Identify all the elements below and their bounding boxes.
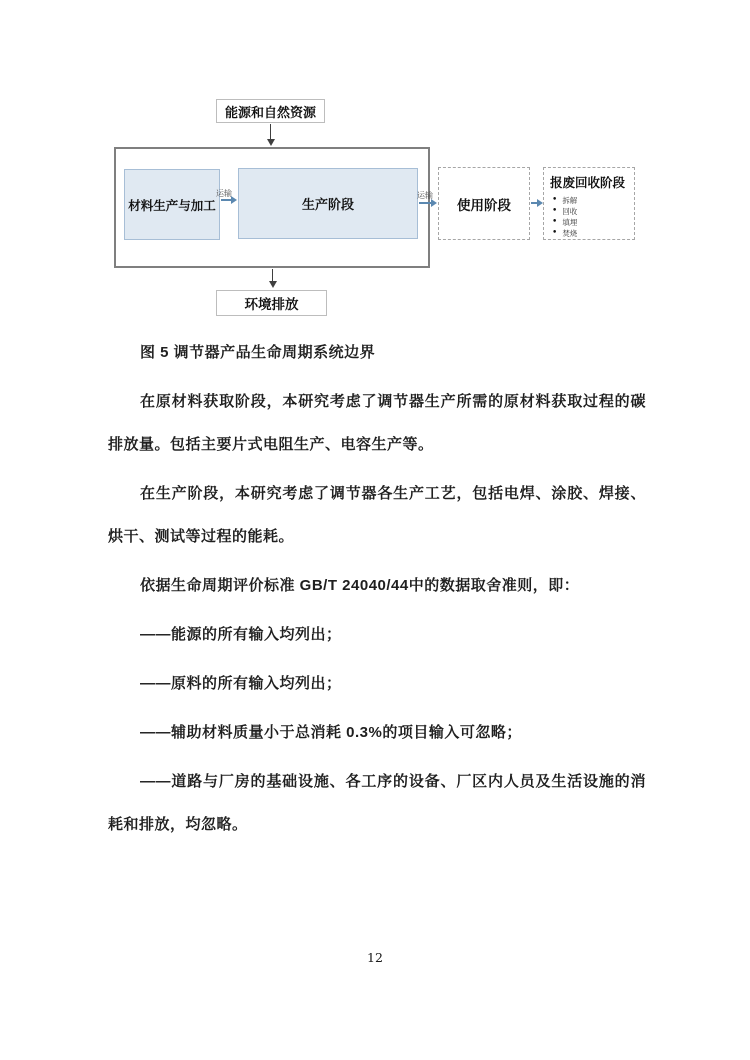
energy-input-arrowhead-icon — [267, 139, 275, 146]
environmental-emission-box — [216, 290, 327, 316]
transport-label-1: 运输 — [216, 189, 232, 198]
eol-item-list — [550, 195, 628, 239]
production-stage-box — [238, 168, 418, 239]
bullet-icon: • — [552, 195, 558, 205]
eol-item-label: 拆解 — [562, 196, 578, 205]
energy-resources-box — [216, 99, 325, 123]
figure-caption: 图 5 调节器产品生命周期系统边界 — [140, 344, 376, 361]
eol-item-label: 焚烧 — [562, 229, 578, 238]
bullet-icon: • — [552, 206, 558, 216]
environmental-emission-label: 环境排放 — [244, 297, 299, 313]
paragraph-raw-material: 在原材料获取阶段，本研究考虑了调节器生产所需的原材料获取过程的碳排放量。包括主要片式电阻生产、电容生产等。 — [108, 393, 646, 453]
eol-stage-title: 报废回收阶段 — [550, 175, 626, 190]
rule-item-auxiliary: ——辅助材料质量小于总消耗 0.3%的项目输入可忽略； — [140, 724, 522, 741]
emission-output-arrowhead-icon — [269, 281, 277, 288]
use-stage-box — [438, 167, 530, 240]
eol-stage-box — [543, 167, 635, 240]
rule-item-energy: ——能源的所有输入均列出； — [140, 626, 342, 643]
paragraph-production: 在生产阶段，本研究考虑了调节器各生产工艺，包括电焊、涂胶、焊接、烘干、测试等过程的能耗。 — [108, 485, 646, 545]
material-production-label: 材料生产与加工 — [128, 197, 216, 213]
bullet-icon: • — [552, 217, 558, 227]
bullet-icon: • — [552, 228, 558, 238]
energy-resources-label: 能源和自然资源 — [224, 105, 316, 121]
list-item — [550, 228, 628, 239]
energy-input-arrow — [270, 124, 271, 140]
paragraph-standard: 依据生命周期评价标准 GB/T 24040/44中的数据取舍准则，即： — [140, 577, 580, 594]
transport-arrowhead-1-icon — [231, 196, 237, 204]
body-text — [108, 331, 646, 846]
rule-item-raw-material: ——原料的所有输入均列出； — [140, 675, 342, 692]
material-production-box — [124, 169, 220, 240]
rule-item-infrastructure: ——道路与厂房的基础设施、各工序的设备、厂区内人员及生活设施的消耗和排放，均忽略。 — [108, 773, 646, 833]
eol-item-label: 填埋 — [562, 218, 578, 227]
transport-arrowhead-2-icon — [431, 199, 437, 207]
transport-label-2: 运输 — [417, 191, 433, 200]
list-item — [550, 206, 628, 217]
page-number: 12 — [367, 950, 383, 965]
use-stage-label: 使用阶段 — [457, 197, 511, 214]
eol-item-label: 回收 — [562, 207, 578, 216]
production-stage-label: 生产阶段 — [301, 198, 354, 213]
list-item — [550, 195, 628, 206]
list-item — [550, 217, 628, 228]
